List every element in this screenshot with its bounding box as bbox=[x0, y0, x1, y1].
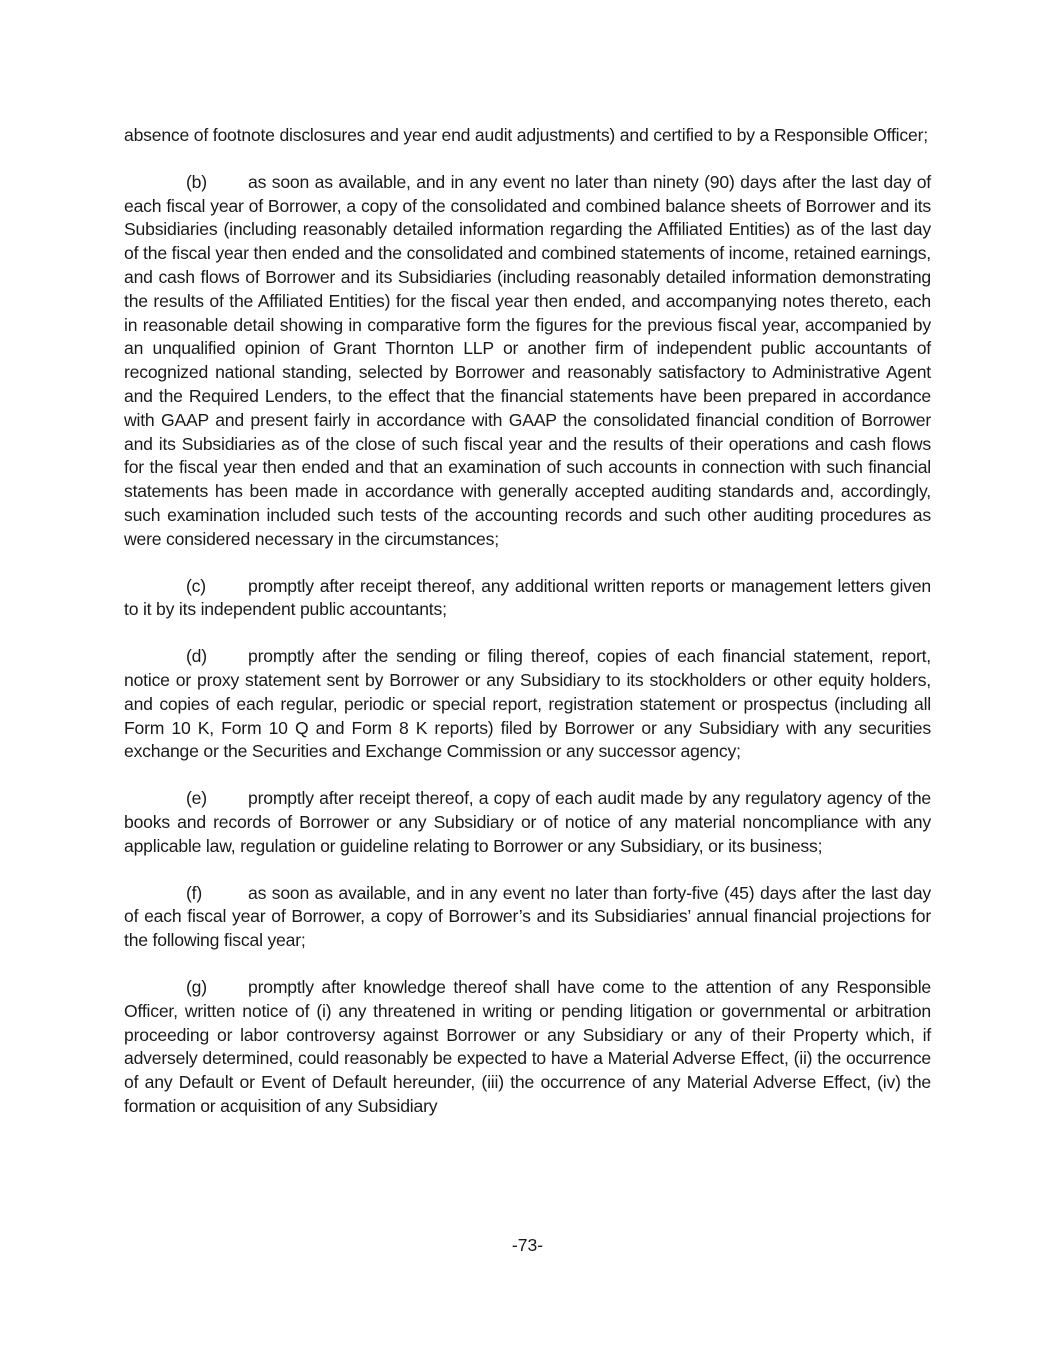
clause-e bbox=[124, 787, 931, 858]
continuation-paragraph: absence of footnote disclosures and year end audit adjustments) and certified to by a Responsible Officer; bbox=[124, 125, 928, 145]
clause-text: promptly after receipt thereof, any additional written reports or management letters given to it by its independent public accountants; bbox=[124, 575, 931, 620]
clause-f bbox=[124, 882, 931, 953]
clause-label: (d) bbox=[186, 646, 207, 667]
clause-c bbox=[124, 575, 931, 623]
clause-g bbox=[124, 976, 931, 1119]
page-number: -73- bbox=[511, 1235, 544, 1255]
document-body bbox=[124, 124, 931, 1142]
clause-b bbox=[124, 171, 931, 552]
clause-text: promptly after receipt thereof, a copy of each audit made by any regulatory agency of the books and records of Borrower or any Subsidiary or of notice of any material noncompliance with any applicable law, regulation or guideline relating to Borrower or any Subsidiary, or its business; bbox=[124, 788, 931, 856]
clause-text: promptly after the sending or filing thereof, copies of each financial statement, report, notice or proxy statement sent by Borrower or any Subsidiary to its stockholders or other equity holders, and copies of each regular, periodic or special report, registration statement or prospectus (including all Form 10 K, Form 10 Q and Form 8 K reports) filed by Borrower or any Subsidiary with any securities exchange or the Securities and Exchange Commission or any successor agency; bbox=[124, 646, 931, 762]
clause-label: (g) bbox=[186, 976, 207, 997]
clause-text: promptly after knowledge thereof shall have come to the attention of any Responsible Officer, written notice of (i) any threatened in writing or pending litigation or governmental or arbitration proceeding or labor controversy against Borrower or any Subsidiary or any of their Property which, if adversely determined, could reasonably be expected to have a Material Adverse Effect, (ii) the occurrence of any Default or Event of Default hereunder, (iii) the occurrence of any Material Adverse Effect, (iv) the formation or acquisition of any Subsidiary bbox=[124, 976, 931, 1116]
clause-text: as soon as available, and in any event no later than ninety (90) days after the last day of each fiscal year of Borrower, a copy of the consolidated and combined balance sheets of Borrower and its Subsidiaries (including reasonably detailed information regarding the Affiliated Entities) as of the last day of the fiscal year then ended and the consolidated and combined statements of income, retained earnings, and cash flows of Borrower and its Subsidiaries (including reasonably detailed information demonstrating the results of the Affiliated Entities) for the fiscal year then ended, and accompanying notes thereto, each in reasonable detail showing in comparative form the figures for the previous fiscal year, accompanied by an unqualified opinion of Grant Thornton LLP or another firm of independent public accountants of recognized national standing, selected by Borrower and reasonably satisfactory to Administrative Agent and the Required Lenders, to the effect that the financial statements have been prepared in accordance with GAAP and present fairly in accordance with GAAP the consolidated financial condition of Borrower and its Subsidiaries as of the close of such fiscal year and the results of their operations and cash flows for the fiscal year then ended and that an examination of such accounts in connection with such financial statements has been made in accordance with generally accepted auditing standards and, accordingly, such examination included such tests of the accounting records and such other auditing procedures as were considered necessary in the circumstances; bbox=[124, 171, 931, 549]
clause-d bbox=[124, 645, 931, 764]
clause-label: (e) bbox=[186, 788, 207, 809]
clause-label: (c) bbox=[186, 575, 206, 596]
clause-label: (f) bbox=[186, 882, 203, 903]
clause-text: as soon as available, and in any event no later than forty-five (45) days after the last day of each fiscal year of Borrower, a copy of Borrower’s and its Subsidiaries’ annual financial projections for the following fiscal year; bbox=[124, 882, 931, 951]
clause-label: (b) bbox=[186, 171, 207, 192]
